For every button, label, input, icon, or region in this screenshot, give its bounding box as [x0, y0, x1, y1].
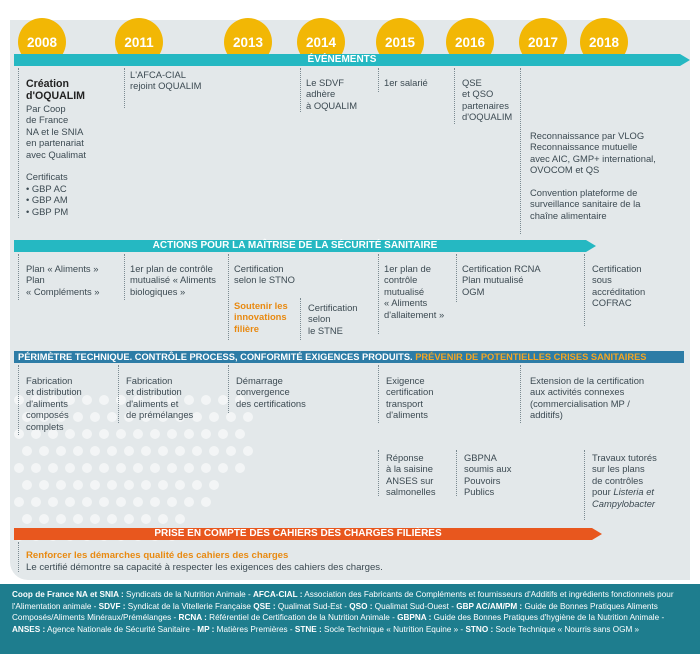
- decorative-dot: [184, 463, 194, 473]
- action-2018: Certification sous accréditation COFRAC: [592, 263, 646, 309]
- decorative-dot: [133, 429, 143, 439]
- glossary-term: STNE :: [294, 624, 322, 634]
- action-2011: 1er plan de contrôle mutualisé « Aliments biologiques »: [130, 263, 216, 297]
- year-2011: 2011: [115, 18, 163, 66]
- decorative-dot: [82, 395, 92, 405]
- decorative-dot: [65, 463, 75, 473]
- event-2008-body: Par Coop de France NA et le SNIA en partenariat avec Qualimat Certificats • GBP AC • GBP AM • GBP PM: [26, 103, 86, 217]
- connector: [18, 542, 19, 572]
- decorative-dot: [167, 463, 177, 473]
- glossary-definition: Syndicats de la Nutrition Animale -: [123, 590, 254, 599]
- decorative-dot: [56, 480, 66, 490]
- perimetre-2016-gbpna: GBPNA soumis aux Pouvoirs Publics: [464, 452, 512, 498]
- decorative-dot: [226, 412, 236, 422]
- glossary-term: AFCA-CIAL :: [253, 590, 303, 599]
- cahiers-body: Le certifié démontre sa capacité à respecter les exigences des cahiers des charges.: [26, 562, 383, 573]
- glossary-definition: Socle Technique « Nourris sans OGM »: [493, 624, 640, 634]
- event-2008-title: Création d'OQUALIM: [26, 78, 86, 102]
- perimetre-2018-italic: Listeria et Campylobacter: [592, 486, 656, 509]
- decorative-dot: [14, 395, 24, 405]
- decorative-dot: [184, 497, 194, 507]
- decorative-dot: [39, 514, 49, 524]
- band-perimetre: [14, 351, 684, 363]
- decorative-dot: [192, 446, 202, 456]
- band-perimetre-main: PÉRIMÈTRE TECHNIQUE. CONTRÔLE PROCESS, CONFORMITÉ EXIGENCES PRODUITS.: [18, 352, 413, 362]
- perimetre-2018-travaux: [592, 452, 657, 509]
- glossary-term: RCNA :: [178, 613, 207, 623]
- decorative-dot: [22, 514, 32, 524]
- perimetre-2013: Démarrage convergence des certifications: [236, 375, 306, 409]
- decorative-dot: [243, 446, 253, 456]
- band-actions-label: ACTIONS POUR LA MAÎTRISE DE LA SÉCURITÉ SANITAIRE: [152, 240, 438, 251]
- glossary-definition: Matières Premières -: [214, 624, 295, 634]
- decorative-dot: [158, 514, 168, 524]
- action-2008: Plan « Aliments » Plan « Compléments »: [26, 263, 100, 297]
- glossary-term: STNO :: [465, 624, 494, 634]
- decorative-dot: [201, 395, 211, 405]
- glossary-term: ANSES :: [12, 624, 46, 634]
- decorative-dot: [175, 514, 185, 524]
- connector: [520, 68, 521, 234]
- connector: [520, 365, 521, 423]
- band-actions: [14, 240, 586, 252]
- glossary-term: QSO :: [349, 601, 373, 611]
- band-perimetre-label: [14, 351, 674, 363]
- decorative-dot: [14, 429, 24, 439]
- glossary-definition: Agence Nationale de Sécurité Sanitaire -: [45, 624, 198, 634]
- connector: [456, 254, 457, 302]
- connector: [228, 365, 229, 413]
- decorative-dot: [133, 497, 143, 507]
- band-cahiers-label: PRISE EN COMPTE DES CAHIERS DES CHARGES FILIÈRES: [154, 528, 442, 539]
- decorative-dot: [22, 480, 32, 490]
- glossary-definition: Guide des Bonnes Pratiques d'hygiène de la Nutrition Animale -: [431, 613, 665, 623]
- decorative-dot: [218, 463, 228, 473]
- perimetre-2018-text: Travaux tutorés sur les plans de contrôles pour: [592, 452, 657, 498]
- decorative-dot: [99, 429, 109, 439]
- decorative-dot: [124, 514, 134, 524]
- perimetre-2008: Fabrication et distribution d'aliments composés complets: [26, 375, 82, 432]
- decorative-dot: [116, 463, 126, 473]
- decorative-dot: [235, 429, 245, 439]
- decorative-dot: [116, 429, 126, 439]
- event-2015: 1er salarié: [384, 77, 428, 88]
- decorative-dot: [82, 429, 92, 439]
- band-arrow: [592, 528, 602, 540]
- glossary-definition: Qualimat Sud-Ouest -: [372, 601, 457, 611]
- glossary-term: GBP AC/AM/PM :: [456, 601, 523, 611]
- decorative-dot: [31, 497, 41, 507]
- decorative-dot: [141, 514, 151, 524]
- connector: [124, 68, 125, 108]
- event-2014: Le SDVF adhère à OQUALIM: [306, 77, 358, 111]
- connector: [18, 68, 19, 218]
- year-2016: 2016: [446, 18, 494, 66]
- decorative-dot: [65, 497, 75, 507]
- decorative-dot: [73, 480, 83, 490]
- band-arrow: [680, 54, 690, 66]
- band-arrow: [586, 240, 596, 252]
- decorative-dot: [150, 429, 160, 439]
- decorative-dot: [192, 480, 202, 490]
- decorative-dot: [133, 463, 143, 473]
- decorative-dot: [150, 497, 160, 507]
- decorative-dot: [82, 497, 92, 507]
- decorative-dot: [218, 429, 228, 439]
- decorative-dot: [107, 446, 117, 456]
- glossary-text: [12, 589, 690, 635]
- decorative-dot: [175, 480, 185, 490]
- decorative-dot: [201, 429, 211, 439]
- decorative-dot: [73, 446, 83, 456]
- year-2017: 2017: [519, 18, 567, 66]
- decorative-dot: [82, 463, 92, 473]
- band-perimetre-highlight: PRÉVENIR DE POTENTIELLES CRISES SANITAIRES: [415, 352, 647, 362]
- decorative-dot: [22, 446, 32, 456]
- glossary-definition: Guide de Bonnes Pratiques Aliments Composés/Aliments Minéraux/Prémélanges -: [12, 601, 658, 623]
- year-2018: 2018: [580, 18, 628, 66]
- decorative-dot: [150, 463, 160, 473]
- year-2008: 2008: [18, 18, 66, 66]
- band-evenements-label: ÉVÉNEMENTS: [307, 54, 377, 65]
- decorative-dot: [31, 463, 41, 473]
- event-2011: L'AFCA-CIAL rejoint OQUALIM: [130, 69, 202, 92]
- cahiers-headline: Renforcer les démarches qualité des cahiers des charges: [26, 550, 289, 561]
- connector: [300, 68, 301, 112]
- decorative-dot: [184, 429, 194, 439]
- decorative-dot: [14, 497, 24, 507]
- decorative-dot: [124, 446, 134, 456]
- glossary-definition: Syndicat de la Vitellerie Française: [125, 601, 254, 611]
- decorative-dot: [99, 497, 109, 507]
- decorative-dot: [73, 514, 83, 524]
- decorative-dot: [90, 446, 100, 456]
- decorative-dot: [99, 463, 109, 473]
- connector: [378, 365, 379, 423]
- decorative-dot: [90, 412, 100, 422]
- event-2016: QSE et QSO partenaires d'OQUALIM: [462, 77, 513, 123]
- decorative-dot: [48, 463, 58, 473]
- year-2014: 2014: [297, 18, 345, 66]
- connector: [456, 450, 457, 496]
- perimetre-2015: Exigence certification transport d'aliments: [386, 375, 434, 421]
- action-2013-highlight: Soutenir les innovations filière: [234, 300, 288, 334]
- connector: [584, 254, 585, 326]
- decorative-dot: [99, 395, 109, 405]
- decorative-dot: [90, 480, 100, 490]
- glossary-definition: Référentiel de Certification de la Nutrition Animale -: [206, 613, 398, 623]
- connector: [454, 68, 455, 124]
- connector: [228, 254, 229, 340]
- band-evenements: [14, 54, 680, 66]
- year-2015: 2015: [376, 18, 424, 66]
- decorative-dot: [141, 480, 151, 490]
- action-2016: Certification RCNA Plan mutualisé OGM: [462, 263, 541, 297]
- decorative-dot: [192, 412, 202, 422]
- glossary-term: GBPNA :: [397, 613, 432, 623]
- action-2015: 1er plan de contrôle mutualisé « Aliments d'allaitement »: [384, 263, 445, 320]
- decorative-dot: [48, 497, 58, 507]
- decorative-dot: [90, 514, 100, 524]
- connector: [378, 450, 379, 496]
- connector: [584, 450, 585, 520]
- decorative-dot: [107, 412, 117, 422]
- connector: [118, 365, 119, 423]
- glossary-term: Coop de France NA et SNIA :: [12, 590, 124, 599]
- decorative-dot: [141, 446, 151, 456]
- band-cahiers: [14, 528, 592, 540]
- glossary-term: QSE :: [253, 601, 276, 611]
- decorative-dot: [158, 446, 168, 456]
- decorative-dot: [243, 412, 253, 422]
- decorative-dot: [226, 446, 236, 456]
- glossary-definition: Association des Fabricants de Compléments et fournisseurs d'Additifs et ingrédients fonctionnels pour l'Alimentation animale -: [12, 590, 674, 611]
- decorative-dot: [167, 497, 177, 507]
- perimetre-2011: Fabrication et distribution d'aliments et de prémélanges: [126, 375, 194, 421]
- decorative-dot: [218, 395, 228, 405]
- decorative-dot: [201, 497, 211, 507]
- perimetre-2015-saisine: Réponse à la saisine ANSES sur salmonelles: [386, 452, 436, 498]
- decorative-dot: [235, 463, 245, 473]
- decorative-dot: [56, 446, 66, 456]
- decorative-dot: [158, 480, 168, 490]
- decorative-dot: [124, 480, 134, 490]
- action-2013: Certification selon le STNO: [234, 263, 295, 286]
- decorative-dot: [56, 514, 66, 524]
- connector: [18, 365, 19, 435]
- decorative-dot: [39, 480, 49, 490]
- decorative-dot: [175, 446, 185, 456]
- connector: [300, 298, 301, 340]
- event-2017: Reconnaissance par VLOG Reconnaissance mutuelle avec AIC, GMP+ international, OVOCOM et QS Convention plateforme de surveillance sanitaire de la chaîne alimentaire: [530, 130, 656, 221]
- decorative-dot: [209, 412, 219, 422]
- decorative-dot: [116, 497, 126, 507]
- year-2013: 2013: [224, 18, 272, 66]
- decorative-dot: [201, 463, 211, 473]
- glossary-term: SDVF :: [98, 601, 126, 611]
- glossary-definition: Socle Technique « Nutrition Equine » -: [321, 624, 466, 634]
- decorative-dot: [14, 463, 24, 473]
- connector: [124, 254, 125, 300]
- connector: [378, 68, 379, 92]
- decorative-dot: [167, 429, 177, 439]
- decorative-dot: [107, 480, 117, 490]
- perimetre-2017: Extension de la certification aux activités connexes (commercialisation MP / additifs): [530, 375, 645, 421]
- connector: [378, 254, 379, 334]
- decorative-dot: [209, 480, 219, 490]
- decorative-dot: [107, 514, 117, 524]
- glossary-term: MP :: [197, 624, 215, 634]
- action-2014: Certification selon le STNE: [308, 302, 358, 336]
- decorative-dot: [39, 446, 49, 456]
- decorative-dot: [209, 446, 219, 456]
- glossary-definition: Qualimat Sud-Est -: [275, 601, 350, 611]
- connector: [18, 254, 19, 300]
